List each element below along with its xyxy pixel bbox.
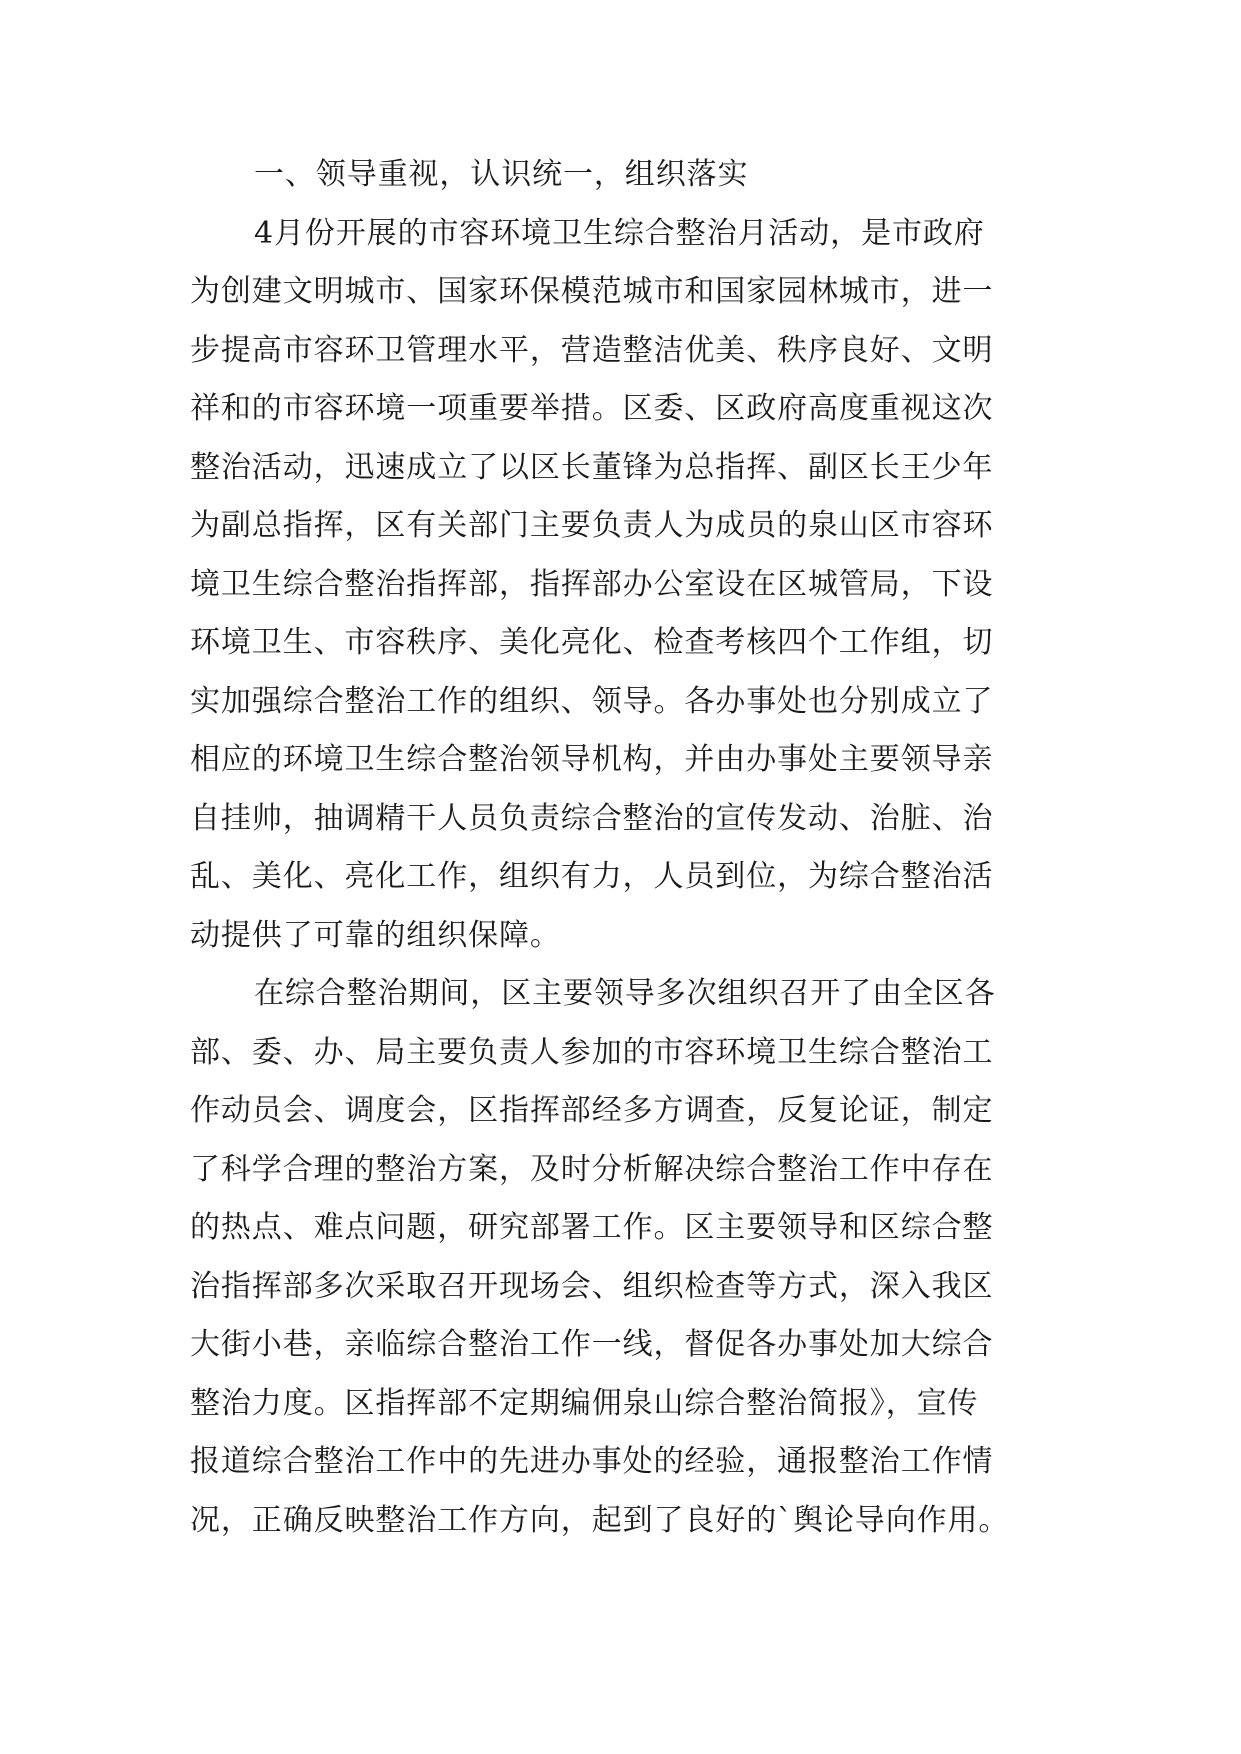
paragraph-line: 乱、美化、亮化工作，组织有力，人员到位，为综合整治活 bbox=[190, 859, 994, 894]
document-body bbox=[190, 146, 1060, 1550]
paragraph-line: 了科学合理的整治方案，及时分析解决综合整治工作中存在 bbox=[190, 1151, 994, 1187]
paragraph-line: 环境卫生、市容秩序、美化亮化、检查考核四个工作组，切 bbox=[190, 625, 994, 660]
paragraph-line: 自挂帅，抽调精干人员负责综合整治的宣传发动、治脏、治 bbox=[190, 800, 994, 836]
paragraph-line: 部、委、办、局主要负责人参加的市容环境卫生综合整治工 bbox=[190, 1034, 994, 1070]
paragraph-line: 动提供了可靠的组织保障。 bbox=[190, 917, 561, 953]
paragraph-line: 祥和的市容环境一项重要举措。区委、区政府高度重视这次 bbox=[190, 391, 994, 426]
paragraph-line: 相应的环境卫生综合整治领导机构，并由办事处主要领导亲 bbox=[190, 742, 994, 777]
paragraph-line: 的热点、难点问题，研究部署工作。区主要领导和区综合整 bbox=[190, 1210, 994, 1245]
paragraph-line: 作动员会、调度会，区指挥部经多方调查，反复论证，制定 bbox=[190, 1093, 994, 1128]
paragraph-line: 在综合整治期间，区主要领导多次组织召开了由全区各 bbox=[254, 976, 996, 1011]
paragraph-1 bbox=[190, 205, 1060, 966]
paragraph-line: 境卫生综合整治指挥部，指挥部办公室设在区城管局，下设 bbox=[190, 566, 994, 602]
paragraph-line: 治指挥部多次采取召开现场会、组织检查等方式，深入我区 bbox=[190, 1268, 994, 1304]
paragraph-line: 报道综合整治工作中的先进办事处的经验，通报整治工作情 bbox=[190, 1444, 994, 1479]
paragraph-line: 整治活动，迅速成立了以区长董锋为总指挥、副区长王少年 bbox=[190, 449, 994, 485]
paragraph-line: 整治力度。区指挥部不定期编佣泉山综合整治简报》，宣传 bbox=[190, 1385, 979, 1421]
paragraph-line: 4月份开展的市容环境卫生综合整治月活动，是市政府 bbox=[254, 215, 985, 251]
paragraph-line: 大街小巷，亲临综合整治工作一线，督促各办事处加大综合 bbox=[190, 1327, 994, 1362]
paragraph-line: 为副总指挥，区有关部门主要负责人为成员的泉山区市容环 bbox=[190, 508, 994, 543]
paragraph-line: 况，正确反映整治工作方向，起到了良好的`舆论导向作用。 bbox=[190, 1502, 1010, 1538]
paragraph-2 bbox=[190, 965, 1060, 1550]
section-heading: 一、领导重视，认识统一，组织落实 bbox=[254, 157, 749, 192]
paragraph-line: 为创建文明城市、国家环保模范城市和国家园林城市，进一 bbox=[190, 274, 994, 309]
paragraph-line: 步提高市容环卫管理水平，营造整洁优美、秩序良好、文明 bbox=[190, 332, 994, 368]
paragraph-line: 实加强综合整治工作的组织、领导。各办事处也分别成立了 bbox=[190, 683, 994, 719]
